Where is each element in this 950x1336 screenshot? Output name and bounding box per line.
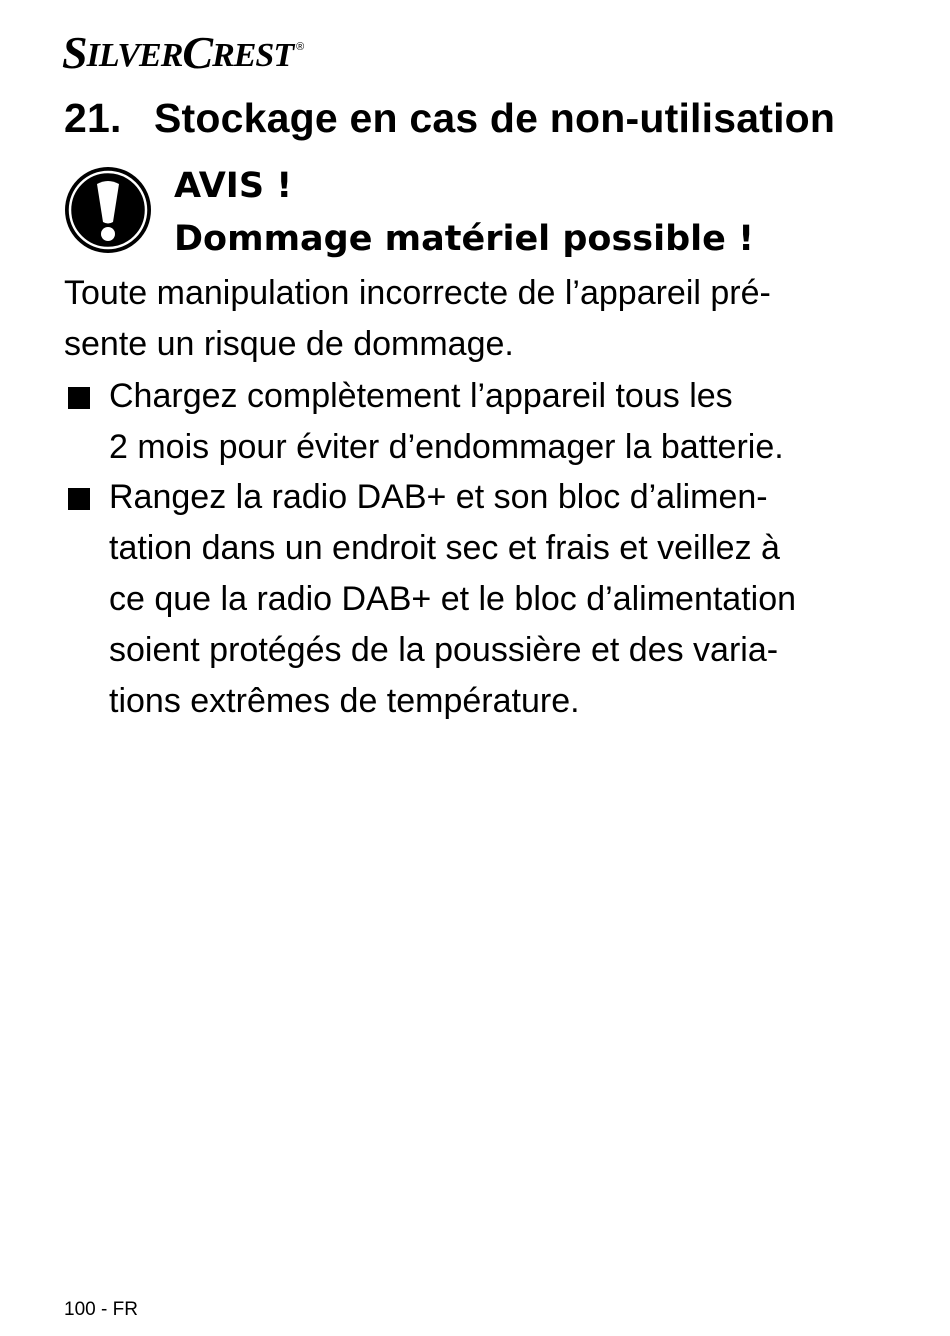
logo-ilver: ILVER: [86, 37, 183, 74]
list-item-line: ce que la radio DAB+ et le bloc d’alimentation: [109, 580, 797, 618]
logo-letter-c: C: [182, 27, 213, 78]
intro-paragraph: [64, 268, 864, 370]
intro-line: Toute manipulation incorrecte de l’appareil pré-: [64, 274, 771, 312]
logo-letter-s: S: [62, 27, 87, 78]
logo-registered: ®: [296, 41, 304, 53]
list-item-text: [109, 371, 784, 473]
brand-logo: [62, 27, 304, 78]
list-item-line: soient protégés de la poussière et des varia-: [109, 631, 779, 669]
notice-heading: AVIS !: [174, 166, 293, 206]
list-item-line: Rangez la radio DAB+ et son bloc d’alimen-: [109, 478, 768, 516]
exclamation-icon: [62, 164, 154, 256]
notice-subheading: Dommage matériel possible !: [174, 219, 755, 259]
bullet-square-icon: [68, 488, 90, 510]
list-item-line: Chargez complètement l’appareil tous les: [109, 377, 733, 415]
section-heading: [64, 96, 835, 141]
logo-rest: REST: [212, 37, 294, 74]
intro-line: sente un risque de dommage.: [64, 325, 514, 363]
list-item-text: [109, 472, 796, 727]
list-item-line: tions extrêmes de température.: [109, 682, 580, 720]
page-footer: 100 - FR: [64, 1299, 138, 1320]
bullet-square-icon: [68, 387, 90, 409]
section-title: Stockage en cas de non-utilisation: [154, 95, 836, 141]
list-item-line: 2 mois pour éviter d’endommager la batterie.: [109, 428, 784, 466]
section-number: 21.: [64, 95, 122, 141]
list-item-line: tation dans un endroit sec et frais et veillez à: [109, 529, 780, 567]
